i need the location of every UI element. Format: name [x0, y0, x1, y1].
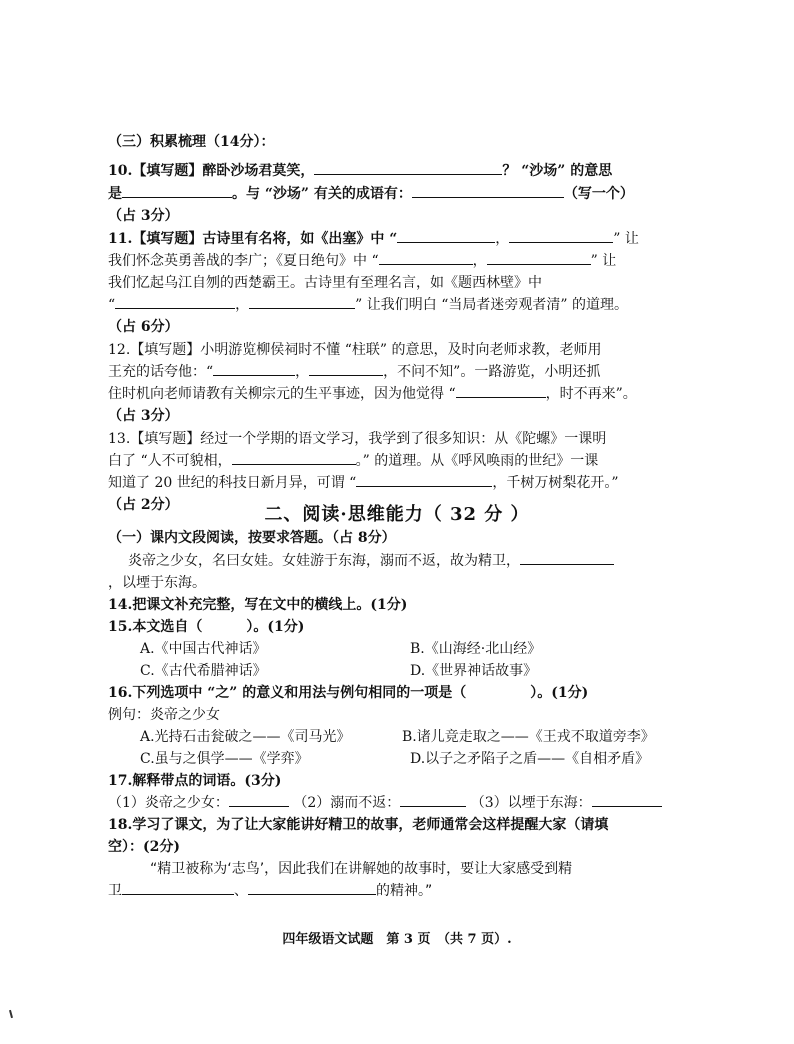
question-13-line2: 白了 “人不可貌相， 。” 的道理。从《呼风唤雨的世纪》一课 — [108, 450, 598, 472]
answer-blank[interactable] — [229, 792, 289, 807]
question-15: 15.本文选自（ ）。(1分) — [108, 619, 305, 635]
answer-blank[interactable] — [397, 228, 495, 243]
reading-passage-line1: 炎帝之少女，名曰女娃。女娃游于东海，溺而不返，故为精卫， — [128, 550, 614, 572]
question-11-line3: 我们忆起乌江自刎的西楚霸王。古诗里有至理名言，如《题西林壁》中 — [108, 275, 542, 291]
reading-passage-line2: ，以堙于东海。 — [108, 575, 206, 591]
scan-mark — [9, 1010, 13, 1018]
option-b[interactable]: B.诸儿竞走取之——《王戎不取道旁李》 — [402, 729, 655, 745]
answer-blank[interactable] — [356, 472, 492, 487]
question-12-line3: 住时机向老师请教有关柳宗元的生平事迹，因为他觉得 “ ，时不再来”。 — [108, 383, 637, 405]
question-11-line2: 我们怀念英勇善战的李广；《夏日绝句》中 “ ， ” 让 — [108, 250, 616, 272]
question-16-example: 例句：炎帝之少女 — [108, 707, 220, 723]
question-11-line4: “ ， ” 让我们明白 “当局者迷旁观者清” 的道理。 — [108, 294, 628, 316]
answer-blank[interactable] — [509, 228, 613, 243]
question-10-line1: 10.【填写题】醉卧沙场君莫笑， ？ “沙场” 的意思 — [108, 160, 612, 182]
answer-blank[interactable] — [412, 183, 564, 198]
question-17: 17.解释带点的词语。(3分) — [108, 773, 282, 789]
question-13-line1: 13.【填写题】经过一个学期的语文学习，我学到了很多知识：从《陀螺》一课明 — [108, 431, 607, 447]
answer-blank[interactable] — [213, 361, 295, 376]
question-10-line2: 是 。与 “沙场” 有关的成语有： （写一个） — [108, 183, 634, 205]
question-14: 14.把课文补充完整，写在文中的横线上。(1分) — [108, 597, 408, 613]
option-c[interactable]: C.虽与之俱学——《学弈》 — [140, 751, 309, 767]
question-18-quote-line2: 卫 、 的精神。” — [108, 880, 432, 902]
question-17-parts: （1）炎帝之少女： （2）溺而不返： （3）以堙于东海： — [108, 792, 662, 814]
answer-blank[interactable] — [249, 294, 355, 309]
question-11-score: （占 6分） — [108, 319, 179, 335]
answer-blank[interactable] — [456, 383, 546, 398]
option-d[interactable]: D.以子之矛陷子之盾——《自相矛盾》 — [410, 751, 650, 767]
question-13-score: （占 2分） — [108, 497, 179, 513]
answer-blank[interactable] — [122, 183, 232, 198]
question-16: 16.下列选项中 “之” 的意义和用法与例句相同的一项是（ ）。(1分) — [108, 685, 589, 701]
answer-blank[interactable] — [592, 792, 662, 807]
question-18-line2: 空）：(2分) — [108, 839, 180, 855]
option-c[interactable]: C.《古代希腊神话》 — [140, 663, 267, 679]
answer-blank[interactable] — [232, 450, 356, 465]
question-11-line1: 11.【填写题】古诗里有名将，如《出塞》中 “ ， ” 让 — [108, 228, 639, 250]
question-12-line1: 12.【填写题】小明游览柳侯祠时不懂 “柱联” 的意思，及时向老师求教，老师用 — [108, 342, 602, 358]
question-12-line2: 王充的话夸他：“ ， ，不问不知”。一路游览，小明还抓 — [108, 361, 600, 383]
answer-blank[interactable] — [379, 250, 473, 265]
section-heading: （三）积累梳理（14分）： — [108, 134, 275, 150]
option-a[interactable]: A.《中国古代神话》 — [140, 641, 267, 657]
question-10-score: （占 3分） — [108, 208, 179, 224]
answer-blank[interactable] — [520, 550, 614, 565]
reading-heading: （一）课内文段阅读，按要求答题。（占 8分） — [108, 530, 396, 546]
answer-blank[interactable] — [487, 250, 591, 265]
answer-blank[interactable] — [314, 160, 502, 175]
question-13-line3: 知道了 20 世纪的科技日新月异，可谓 “ ，千树万树梨花开。” — [108, 472, 619, 494]
answer-blank[interactable] — [115, 294, 235, 309]
answer-blank[interactable] — [248, 880, 376, 895]
part-title: 二、阅读·思维能力（ 32 分 ） — [264, 504, 530, 525]
answer-blank[interactable] — [122, 880, 234, 895]
answer-blank[interactable] — [309, 361, 383, 376]
option-d[interactable]: D.《世界神话故事》 — [410, 663, 538, 679]
page-footer: 四年级语文试题 第 3 页 （共 7 页）. — [282, 932, 512, 947]
option-b[interactable]: B.《山海经·北山经》 — [410, 641, 542, 657]
question-18-quote-line1: “精卫被称为‘志鸟’，因此我们在讲解她的故事时，要让大家感受到精 — [150, 861, 573, 877]
question-12-score: （占 3分） — [108, 408, 179, 424]
answer-blank[interactable] — [400, 792, 466, 807]
question-18-line1: 18.学习了课文，为了让大家能讲好精卫的故事，老师通常会这样提醒大家（请填 — [108, 817, 609, 833]
option-a[interactable]: A.光持石击瓮破之——《司马光》 — [140, 729, 351, 745]
